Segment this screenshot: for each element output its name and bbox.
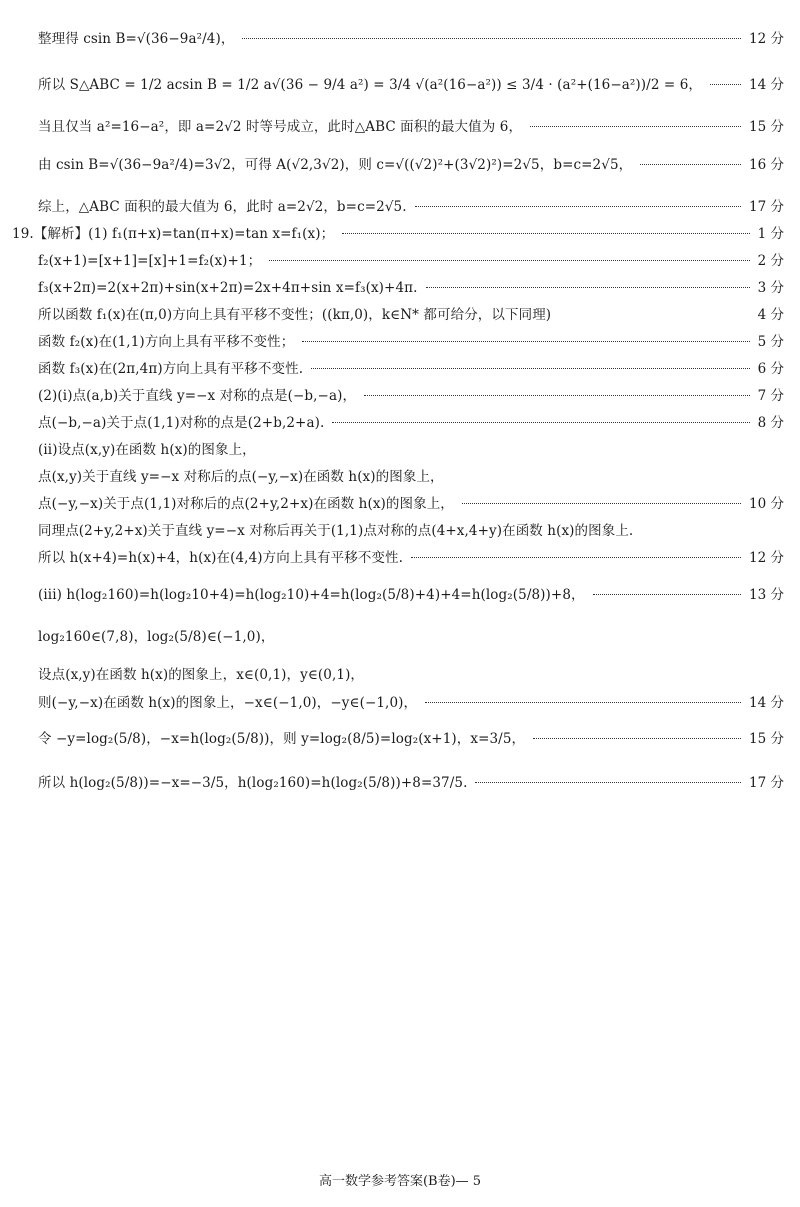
solution-line	[0, 150, 800, 180]
solution-line	[0, 688, 800, 718]
solution-line	[0, 354, 800, 384]
score-label: 12 分	[749, 550, 784, 566]
line-text: 点(−y,−x)关于点(1,1)对称后的点(2+y,2+x)在函数 h(x)的图象上，	[38, 496, 454, 512]
solution-line	[0, 327, 800, 357]
line-text: 令 −y=log₂(5/8)，−x=h(log₂(5/8))，则 y=log₂(8/5)=log₂(x+1)，x=3/5，	[38, 731, 526, 747]
solution-line	[0, 24, 800, 54]
line-text: 所以函数 f₁(x)在(π,0)方向上具有平移不变性；((kπ,0)，k∈N* 都可给分，以下同理)	[38, 307, 552, 323]
score-label: 15 分	[749, 731, 784, 747]
score-label: 1 分	[757, 226, 784, 242]
line-text: (2)(i)点(a,b)关于直线 y=−x 对称的点是(−b,−a)，	[38, 388, 357, 404]
line-text: 所以 h(x+4)=h(x)+4，h(x)在(4,4)方向上具有平移不变性.	[38, 550, 404, 566]
solution-line	[0, 219, 800, 249]
score-label: 6 分	[757, 361, 784, 377]
score-label: 14 分	[749, 695, 784, 711]
line-text: 19.【解析】(1) f₁(π+x)=tan(π+x)=tan x=f₁(x)；	[12, 226, 335, 242]
solution-line	[0, 273, 800, 303]
line-text: 函数 f₃(x)在(2π,4π)方向上具有平移不变性.	[38, 361, 304, 377]
solution-line	[0, 70, 800, 100]
line-text: log₂160∈(7,8)，log₂(5/8)∈(−1,0)，	[38, 629, 275, 645]
solution-line	[0, 300, 800, 330]
solution-line	[0, 435, 800, 465]
solution-line	[0, 112, 800, 142]
line-text: (iii) h(log₂160)=h(log₂10+4)=h(log₂10)+4=h(log₂(5/8)+4)+4=h(log₂(5/8))+8，	[38, 587, 585, 603]
score-label: 2 分	[757, 253, 784, 269]
score-label: 8 分	[757, 415, 784, 431]
line-text: 所以 h(log₂(5/8))=−x=−3/5，h(log₂160)=h(log₂(5/8))+8=37/5.	[38, 775, 468, 791]
solution-line	[0, 408, 800, 438]
line-text: 同理点(2+y,2+x)关于直线 y=−x 对称后再关于(1,1)点对称的点(4+x,4+y)在函数 h(x)的图象上.	[38, 523, 634, 539]
line-text: f₂(x+1)=[x+1]=[x]+1=f₂(x)+1；	[38, 253, 262, 269]
solution-line	[0, 462, 800, 492]
line-text: 设点(x,y)在函数 h(x)的图象上，x∈(0,1)，y∈(0,1)，	[38, 667, 365, 683]
score-label: 7 分	[757, 388, 784, 404]
solution-line	[0, 381, 800, 411]
solution-line	[0, 489, 800, 519]
score-label: 16 分	[749, 157, 784, 173]
solution-line	[0, 246, 800, 276]
score-label: 5 分	[757, 334, 784, 350]
line-text: f₃(x+2π)=2(x+2π)+sin(x+2π)=2x+4π+sin x=f₃(x)+4π.	[38, 280, 418, 296]
page-footer: 高一数学参考答案(B卷)— 5	[318, 1174, 482, 1189]
score-label: 15 分	[749, 119, 784, 135]
line-text: 整理得 csin B=√(36−9a²/4)，	[38, 31, 235, 47]
solution-line	[0, 724, 800, 754]
line-text: (ii)设点(x,y)在函数 h(x)的图象上，	[38, 442, 256, 458]
score-label: 4 分	[757, 307, 784, 323]
solution-line	[0, 580, 800, 610]
score-label: 10 分	[749, 496, 784, 512]
score-label: 3 分	[757, 280, 784, 296]
solution-line	[0, 543, 800, 573]
line-text: 则(−y,−x)在函数 h(x)的图象上，−x∈(−1,0)，−y∈(−1,0)，	[38, 695, 418, 711]
score-label: 13 分	[749, 587, 784, 603]
solution-line	[0, 768, 800, 798]
solution-line	[0, 516, 800, 546]
line-text: 点(−b,−a)关于点(1,1)对称的点是(2+b,2+a).	[38, 415, 325, 431]
line-text: 综上，△ABC 面积的最大值为 6，此时 a=2√2，b=c=2√5.	[38, 199, 407, 215]
solution-line	[0, 660, 800, 690]
solution-line	[0, 622, 800, 652]
line-text: 函数 f₂(x)在(1,1)方向上具有平移不变性；	[38, 334, 295, 350]
score-label: 17 分	[749, 775, 784, 791]
line-text: 所以 S△ABC = 1/2 acsin B = 1/2 a√(36 − 9/4 a²) = 3/4 √(a²(16−a²)) ≤ 3/4 · (a²+(16−a²))/2 = 6，	[38, 77, 702, 93]
score-label: 17 分	[749, 199, 784, 215]
line-text: 由 csin B=√(36−9a²/4)=3√2，可得 A(√2,3√2)，则 c=√((√2)²+(3√2)²)=2√5，b=c=2√5，	[38, 157, 633, 173]
line-text: 点(x,y)关于直线 y=−x 对称后的点(−y,−x)在函数 h(x)的图象上，	[38, 469, 444, 485]
score-label: 14 分	[749, 77, 784, 93]
score-label: 12 分	[749, 31, 784, 47]
line-text: 当且仅当 a²=16−a²，即 a=2√2 时等号成立，此时△ABC 面积的最大值为 6，	[38, 119, 523, 135]
solution-line	[0, 192, 800, 222]
